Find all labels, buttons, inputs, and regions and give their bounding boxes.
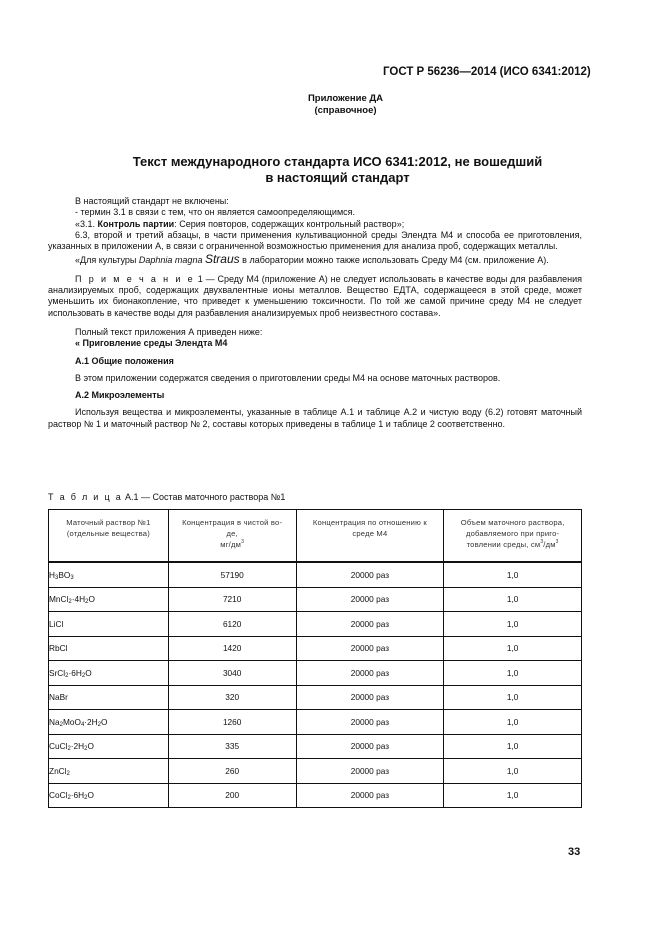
header-conc-water-sup: 3 bbox=[241, 539, 245, 545]
table-body bbox=[49, 562, 582, 808]
title-line-2: в настоящий стандарт bbox=[265, 170, 410, 185]
daphnia-species: Daphnia magna bbox=[138, 255, 203, 266]
cell-substance bbox=[49, 587, 169, 612]
cell-volume: 1,0 bbox=[444, 759, 582, 784]
standard-header: ГОСТ Р 56236—2014 (ИСО 6341:2012) bbox=[383, 66, 591, 78]
table-caption-label: Т а б л и ц а bbox=[48, 492, 123, 502]
table-row bbox=[49, 661, 582, 686]
paragraph-term: - термин 3.1 в связи с тем, что он является самоопределяющимся. bbox=[75, 207, 356, 218]
cell-substance bbox=[49, 612, 169, 637]
formula-subscript: 2 bbox=[66, 770, 70, 777]
paragraph-fulltext: Полный текст приложения А приведен ниже: bbox=[75, 326, 263, 337]
formula-subscript: 2 bbox=[81, 672, 86, 679]
formula-part: SrCl bbox=[49, 667, 66, 678]
def-text: : Серия повторов, содержащих контрольный раствор»; bbox=[174, 218, 405, 229]
table-caption-text: А.1 — Состав маточного раствора №1 bbox=[122, 492, 286, 502]
header-volume-line3: товлении среды, см bbox=[466, 540, 541, 549]
header-conc-m4 bbox=[296, 510, 444, 563]
cell-substance bbox=[49, 710, 169, 735]
formula-subscript: 2 bbox=[97, 721, 101, 728]
formula-part: O bbox=[87, 790, 94, 801]
cell-substance bbox=[49, 636, 169, 661]
cell-substance bbox=[49, 734, 169, 759]
formula-part: MnCl bbox=[49, 594, 69, 605]
header-volume-sup1: 3 bbox=[540, 539, 544, 545]
formula-subscript: 2 bbox=[84, 746, 88, 753]
document-title bbox=[0, 154, 661, 186]
formula-part: CoCl bbox=[49, 790, 68, 801]
formula-part: NaBr bbox=[49, 692, 68, 703]
paragraph-daphnia bbox=[48, 254, 582, 266]
appendix-type: (справочное) bbox=[314, 105, 377, 116]
cell-conc-m4: 20000 раз bbox=[296, 783, 444, 808]
stock-solution-table bbox=[48, 509, 582, 808]
cell-conc-m4: 20000 раз bbox=[296, 562, 444, 587]
formula-part: LiCl bbox=[49, 618, 64, 629]
formula-part: O bbox=[101, 716, 108, 727]
table-row bbox=[49, 759, 582, 784]
header-conc-m4-line2: среде М4 bbox=[352, 529, 388, 538]
cell-conc-water: 7210 bbox=[168, 587, 296, 612]
daphnia-author: Straus bbox=[204, 252, 240, 267]
formula-subscript: 3 bbox=[55, 574, 59, 581]
formula-part: ZnCl bbox=[49, 765, 67, 776]
note-label: П р и м е ч а н и е bbox=[75, 273, 195, 284]
header-conc-water-line2: де, bbox=[226, 529, 238, 538]
cell-conc-water: 335 bbox=[168, 734, 296, 759]
formula-part: ·6H bbox=[70, 790, 85, 801]
table-row bbox=[49, 710, 582, 735]
header-conc-water-unit: мг/дм bbox=[220, 540, 242, 549]
formula-subscript: 2 bbox=[68, 599, 72, 606]
header-volume-line1: Объем маточного раствора, bbox=[460, 518, 565, 527]
header-volume-line2: добавляемого при приго- bbox=[465, 529, 560, 538]
appendix-heading bbox=[0, 93, 661, 117]
header-volume-sup2: 3 bbox=[555, 539, 559, 545]
cell-substance bbox=[49, 562, 169, 587]
cell-conc-m4: 20000 раз bbox=[296, 661, 444, 686]
paragraph-6-3: 6.3, второй и третий абзацы, в части применения культивационной среды Элендта М4 и способа ее приготовления, указанных в приложении А, в связи с ограниченной возможностью применения для анализа проб, содержащих металлы. bbox=[48, 229, 582, 252]
cell-substance bbox=[49, 783, 169, 808]
cell-conc-m4: 20000 раз bbox=[296, 587, 444, 612]
formula-subscript: 4 bbox=[80, 721, 85, 728]
appendix-label: Приложение ДА bbox=[307, 93, 384, 104]
cell-volume: 1,0 bbox=[444, 685, 582, 710]
formula-part: O bbox=[85, 667, 92, 678]
paragraph-a2: Используя вещества и микроэлементы, указанные в таблице А.1 и таблице А.2 и чистую воду (6.2) готовят маточный раствор № 1 и маточный раствор № 2, составы которых приведены в таблице 1 и таблице 2 соответственно. bbox=[48, 407, 582, 429]
formula-subscript: 2 bbox=[67, 795, 71, 802]
cell-conc-m4: 20000 раз bbox=[296, 710, 444, 735]
cell-conc-water: 1420 bbox=[168, 636, 296, 661]
table-row bbox=[49, 685, 582, 710]
cell-conc-m4: 20000 раз bbox=[296, 636, 444, 661]
formula-subscript: 2 bbox=[67, 746, 71, 753]
cell-volume: 1,0 bbox=[444, 612, 582, 637]
cell-volume: 1,0 bbox=[444, 661, 582, 686]
daphnia-prefix: «Для культуры bbox=[75, 255, 139, 266]
cell-conc-water: 200 bbox=[168, 783, 296, 808]
cell-volume: 1,0 bbox=[444, 710, 582, 735]
heading-preparation: « Приговление среды Элендта М4 bbox=[75, 338, 228, 349]
formula-part: H bbox=[49, 569, 55, 580]
formula-subscript: 2 bbox=[65, 672, 69, 679]
header-conc-water-line1: Концентрация в чистой во- bbox=[182, 518, 283, 527]
header-volume bbox=[444, 510, 582, 563]
cell-volume: 1,0 bbox=[444, 636, 582, 661]
cell-conc-m4: 20000 раз bbox=[296, 612, 444, 637]
formula-part: ·2H bbox=[84, 716, 98, 727]
heading-a2: А.2 Микроэлементы bbox=[75, 390, 165, 401]
formula-part: ·4H bbox=[71, 594, 86, 605]
formula-part: O bbox=[87, 741, 94, 752]
table-header-row bbox=[49, 510, 582, 563]
formula-part: MoO bbox=[62, 716, 81, 727]
cell-conc-m4: 20000 раз bbox=[296, 759, 444, 784]
formula-part: CuCl bbox=[49, 741, 68, 752]
daphnia-text: в лаборатории можно также использовать Среду М4 (см. приложение А). bbox=[239, 255, 549, 266]
table-caption bbox=[48, 492, 285, 502]
cell-conc-m4: 20000 раз bbox=[296, 734, 444, 759]
formula-part: O bbox=[88, 594, 95, 605]
heading-a1: А.1 Общие положения bbox=[75, 355, 174, 366]
paragraph-excluded: В настоящий стандарт не включены: bbox=[75, 196, 229, 206]
header-substance bbox=[49, 510, 169, 563]
def-term: Контроль партии bbox=[97, 218, 175, 229]
formula-subscript: 3 bbox=[70, 574, 74, 581]
cell-volume: 1,0 bbox=[444, 562, 582, 587]
formula-subscript: 2 bbox=[85, 599, 89, 606]
def-prefix: «3.1. bbox=[75, 218, 98, 229]
table-row bbox=[49, 562, 582, 587]
formula-subscript: 2 bbox=[84, 795, 88, 802]
table-row bbox=[49, 783, 582, 808]
table-row bbox=[49, 734, 582, 759]
cell-conc-water: 1260 bbox=[168, 710, 296, 735]
header-conc-m4-line1: Концентрация по отношению к bbox=[312, 518, 427, 527]
paragraph-definition bbox=[48, 219, 582, 230]
cell-conc-water: 3040 bbox=[168, 661, 296, 686]
cell-substance bbox=[49, 759, 169, 784]
cell-substance bbox=[49, 685, 169, 710]
cell-volume: 1,0 bbox=[444, 734, 582, 759]
intro-block bbox=[48, 196, 582, 430]
formula-part: BO bbox=[58, 569, 71, 580]
header-substance-line2: (отдельные вещества) bbox=[66, 529, 150, 538]
title-line-1: Текст международного стандарта ИСО 6341:2012, не вошедший bbox=[132, 154, 543, 169]
cell-conc-water: 57190 bbox=[168, 562, 296, 587]
formula-subscript: 2 bbox=[59, 721, 63, 728]
cell-conc-m4: 20000 раз bbox=[296, 685, 444, 710]
formula-part: ·2H bbox=[70, 741, 85, 752]
cell-conc-water: 320 bbox=[168, 685, 296, 710]
header-volume-unit: /дм bbox=[543, 540, 556, 549]
note-text: 1 — Среду М4 (приложение А) не следует использовать в качестве воды для разбавления анализируемых проб, содержащих двухвалентные ионы металлов. Вещество ЕДТА, содержащееся в этой среде, может уменьшить их бионакопление, что приведет к уменьшению токсичности. По той же самой причине среду М4 не следует использовать в качестве воды для разбавления анализируемых проб неизвестного состава». bbox=[48, 273, 582, 318]
header-conc-water bbox=[168, 510, 296, 563]
note-paragraph bbox=[48, 274, 582, 319]
table-row bbox=[49, 612, 582, 637]
header-substance-line1: Маточный раствор №1 bbox=[66, 518, 151, 527]
formula-part: ·6H bbox=[68, 667, 82, 678]
cell-volume: 1,0 bbox=[444, 783, 582, 808]
table-row bbox=[49, 587, 582, 612]
paragraph-a1: В этом приложении содержатся сведения о приготовлении среды М4 на основе маточных растворов. bbox=[75, 372, 501, 383]
cell-substance bbox=[49, 661, 169, 686]
table-row bbox=[49, 636, 582, 661]
page-number: 33 bbox=[568, 846, 581, 858]
formula-part: RbCl bbox=[49, 643, 68, 654]
cell-volume: 1,0 bbox=[444, 587, 582, 612]
cell-conc-water: 260 bbox=[168, 759, 296, 784]
formula-part: Na bbox=[49, 716, 60, 727]
cell-conc-water: 6120 bbox=[168, 612, 296, 637]
